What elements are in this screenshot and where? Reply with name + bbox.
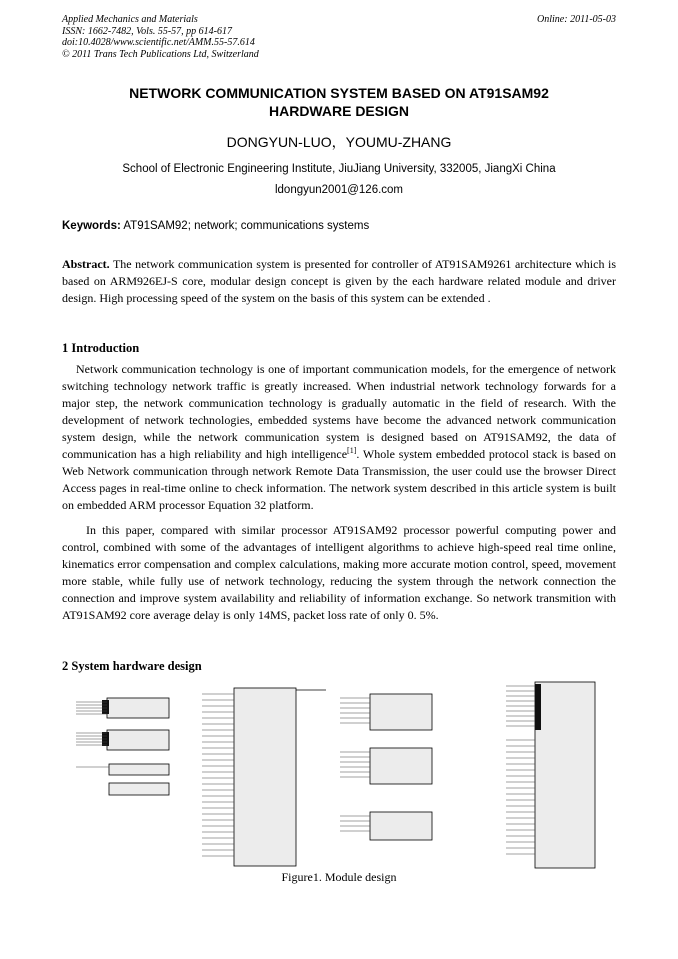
copyright-line: © 2011 Trans Tech Publications Ltd, Switzerland <box>62 48 259 60</box>
title-line-2: HARDWARE DESIGN <box>268 103 409 119</box>
abstract-text: The network communication system is presented for controller of AT91SAM9261 architecture which is based on ARM926EJ-S core, modular design concept is given by the each hardware related module and driver design. High processing speed of the system on the basis of this system can be extended . <box>62 257 616 305</box>
section-heading-introduction: 1 Introduction <box>62 341 140 355</box>
abstract-label: Abstract. <box>62 257 110 271</box>
authors: DONGYUN-LUO，YOUMU-ZHANG <box>226 134 452 150</box>
schematic-block-center-left <box>202 688 326 866</box>
schematic-block-left <box>76 698 169 795</box>
keywords <box>62 219 616 233</box>
doi-line: doi:10.4028/www.scientific.net/AMM.55-57.614 <box>62 37 255 48</box>
keywords-label: Keywords: <box>62 220 121 232</box>
intro-paragraph-2: In this paper, compared with similar processor AT91SAM92 processor powerful computing power and control, combined with some of the advantages of intelligent algorithms to achieve high-speed real time online, kinematics error compensation and complex calculations, making more accurate motion control, speed, movement more stable, while fully use of network technology, reducing the system through the network connection the connection and improve system availability and reliability of information exchange. So network transmition with AT91SAM92 core average delay is only 14MS, packet loss rate of only 0. 5%. <box>62 523 616 622</box>
issn-line: ISSN: 1662-7482, Vols. 55-57, pp 614-617 <box>62 25 232 37</box>
author-email: ldongyun2001@126.com <box>274 184 404 196</box>
citation-1: [1] <box>347 446 357 455</box>
keywords-text: AT91SAM92; network; communications systems <box>120 220 370 232</box>
abstract <box>62 256 616 307</box>
title-line-1: NETWORK COMMUNICATION SYSTEM BASED ON AT91SAM92 <box>129 85 549 101</box>
schematic-block-right <box>506 682 595 868</box>
intro-p1-text-a: Network communication technology is one of important communication models, for the emergence of network switching technology network traffic is greatly increased. When industrial network technology forwards for a major step, the network communication technology is gradually automatic in the field of research. With the development of network technologies, embedded systems have become the advanced network communication system design, while the network communication system is designed based on AT91SAM92, the data of communication has a high reliability and high intelligence <box>62 362 616 461</box>
figure-caption: Figure1. Module design <box>281 870 397 884</box>
intro-paragraph-1 <box>62 361 616 514</box>
module-design-figure <box>62 680 622 870</box>
journal-name: Applied Mechanics and Materials <box>62 14 198 25</box>
section-heading-hardware: 2 System hardware design <box>62 659 202 673</box>
intro-p1-text-b: . Whole system embedded protocol stack is based on Web Network communication through network Remote Data Transmission, the user could use the browser Direct Access pages in real-time online to check information. The network system described in this article system is built on embedded ARM processor Equation 32 platform. <box>62 447 616 512</box>
schematic-block-center-right <box>340 694 432 840</box>
online-date: Online: 2011-05-03 <box>537 14 616 25</box>
paper-title <box>62 84 616 120</box>
affiliation: School of Electronic Engineering Institute, JiuJiang University, 332005, JiangXi China <box>122 163 556 175</box>
journal-header <box>62 14 259 60</box>
